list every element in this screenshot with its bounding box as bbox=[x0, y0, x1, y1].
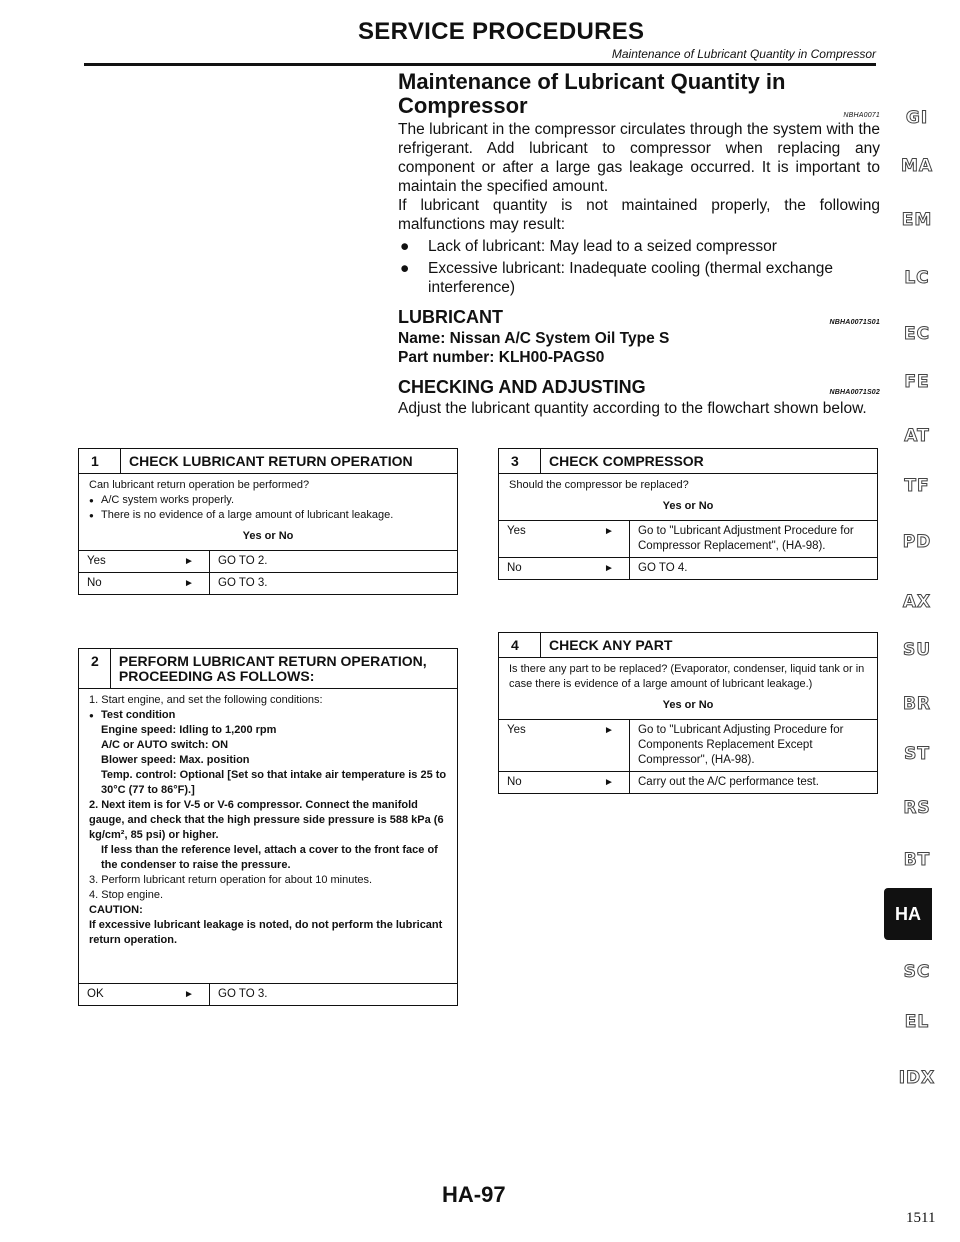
box-header bbox=[79, 449, 457, 474]
index-tab-ec[interactable]: EC bbox=[903, 324, 931, 344]
index-tab-ha-active[interactable]: HA bbox=[884, 888, 932, 940]
box-body bbox=[79, 474, 457, 551]
lubricant-part: Part number: KLH00-PAGS0 bbox=[398, 349, 605, 366]
index-tab-el[interactable]: EL bbox=[904, 1012, 930, 1032]
arrow-icon: ► bbox=[604, 526, 614, 537]
condition-item: A/C or AUTO switch: ON bbox=[101, 739, 229, 751]
box-title: CHECK LUBRICANT RETURN OPERATION bbox=[129, 453, 413, 469]
index-tab-at[interactable]: AT bbox=[904, 426, 930, 446]
header-rule bbox=[84, 63, 876, 66]
checking-text: Adjust the lubricant quantity according to the flowchart shown below. bbox=[398, 400, 867, 417]
caution-label: CAUTION: bbox=[89, 904, 143, 916]
index-tab-su[interactable]: SU bbox=[902, 640, 932, 660]
index-tab-st[interactable]: ST bbox=[904, 744, 930, 764]
bullet-item bbox=[398, 259, 880, 297]
section-heading-line2: Compressor bbox=[398, 93, 528, 118]
flowchart-box-2 bbox=[78, 648, 458, 1006]
index-tab-gi[interactable]: GI bbox=[905, 108, 929, 128]
main-text bbox=[398, 68, 880, 418]
index-tab-idx[interactable]: IDX bbox=[898, 1068, 936, 1088]
box-body bbox=[499, 474, 877, 521]
checking-code: NBHA0071S02 bbox=[829, 389, 880, 396]
yes-or-no-label: Yes or No bbox=[662, 699, 714, 711]
box-number: 4 bbox=[499, 633, 541, 657]
box-body bbox=[499, 658, 877, 720]
bullet-icon: ● bbox=[400, 260, 410, 277]
box-number: 1 bbox=[79, 449, 121, 473]
index-tab-ma[interactable]: MA bbox=[900, 156, 934, 176]
intro-paragraph-2: If lubricant quantity is not maintained properly, the following malfunctions may result: bbox=[398, 197, 880, 233]
answer-result: Carry out the A/C performance test. bbox=[629, 772, 877, 793]
answer-label: No bbox=[507, 562, 522, 574]
answer-label: No bbox=[87, 577, 102, 589]
index-tab-tf[interactable]: TF bbox=[904, 476, 930, 496]
arrow-icon: ► bbox=[604, 563, 614, 574]
answer-label: Yes bbox=[87, 555, 106, 567]
answer-result: Go to "Lubricant Adjustment Procedure for Compressor Replacement", (HA-98). bbox=[629, 521, 877, 557]
index-tab-sc[interactable]: SC bbox=[903, 962, 931, 982]
lubricant-code: NBHA0071S01 bbox=[829, 319, 880, 326]
condition-item: Engine speed: Idling to 1,200 rpm bbox=[101, 724, 277, 736]
step-3: 3. Perform lubricant return operation for about 10 minutes. bbox=[89, 874, 373, 886]
box-title: CHECK ANY PART bbox=[549, 637, 673, 653]
step-2: 2. Next item is for V-5 or V-6 compressor. Connect the manifold gauge, and check that the high pressure side pressure is 588 kPa (6 kg/cm², 85 psi) or higher. bbox=[89, 799, 444, 841]
page-number: HA-97 bbox=[442, 1182, 506, 1207]
condition-list bbox=[89, 723, 447, 798]
checking-heading bbox=[398, 377, 880, 397]
answer-row bbox=[79, 984, 457, 1005]
box-title: PERFORM LUBRICANT RETURN OPERATION, PROCEEDING AS FOLLOWS: bbox=[118, 653, 427, 684]
section-code: NBHA0071 bbox=[843, 112, 880, 119]
condition-item: Blower speed: Max. position bbox=[101, 754, 250, 766]
arrow-icon: ► bbox=[604, 777, 614, 788]
bullet-item bbox=[398, 237, 880, 256]
lubricant-heading bbox=[398, 307, 880, 327]
yes-or-no-label: Yes or No bbox=[662, 500, 714, 512]
box-question: Should the compressor be replaced? bbox=[509, 479, 689, 491]
page-header-title: SERVICE PROCEDURES bbox=[358, 18, 645, 45]
step-4: 4. Stop engine. bbox=[89, 889, 164, 901]
flowchart-box-3 bbox=[498, 448, 878, 580]
index-tab-lc[interactable]: LC bbox=[904, 268, 930, 288]
flowchart-box-4 bbox=[498, 632, 878, 794]
box-number: 2 bbox=[79, 649, 111, 688]
index-tab-br[interactable]: BR bbox=[902, 694, 932, 714]
answer-result: Go to "Lubricant Adjusting Procedure for Components Replacement Except Compressor", (HA-98). bbox=[629, 720, 877, 771]
checking-heading-text: CHECKING AND ADJUSTING bbox=[398, 377, 646, 397]
test-condition-label: ● Test condition bbox=[89, 708, 447, 723]
section-heading-line1: Maintenance of Lubricant Quantity in bbox=[398, 69, 786, 94]
intro-paragraph-1: The lubricant in the compressor circulates through the system with the refrigerant. Add lubricant to compressor when replacing any component or after a large gas leakage occurred. It is important to maintain the specified amount. bbox=[398, 121, 880, 195]
answer-row bbox=[499, 558, 877, 579]
lubricant-name: Name: Nissan A/C System Oil Type S bbox=[398, 330, 670, 347]
answer-row bbox=[499, 521, 877, 558]
answer-row bbox=[79, 551, 457, 573]
section-heading bbox=[398, 70, 880, 118]
page-header-subtitle: Maintenance of Lubricant Quantity in Compressor bbox=[611, 47, 876, 61]
box-bullet: ● There is no evidence of a large amount of lubricant leakage. bbox=[89, 508, 447, 523]
bullet-text: Lack of lubricant: May lead to a seized compressor bbox=[428, 238, 777, 255]
answer-row bbox=[499, 772, 877, 793]
sheet-number: 1511 bbox=[906, 1210, 936, 1226]
caution-text: If excessive lubricant leakage is noted, do not perform the lubricant return operation. bbox=[89, 919, 443, 946]
answer-label: Yes bbox=[507, 525, 526, 537]
box-header bbox=[79, 649, 457, 689]
lubricant-heading-text: LUBRICANT bbox=[398, 307, 503, 327]
box-question: Can lubricant return operation be performed? bbox=[89, 479, 310, 491]
index-tab-fe[interactable]: FE bbox=[904, 372, 930, 392]
answer-result: GO TO 4. bbox=[629, 558, 877, 579]
step-2-note: If less than the reference level, attach a cover to the front face of the condenser to raise the pressure. bbox=[101, 844, 438, 871]
answer-label: Yes bbox=[507, 724, 526, 736]
answer-row bbox=[499, 720, 877, 772]
index-tab-rs[interactable]: RS bbox=[903, 798, 931, 818]
box-bullet: ● A/C system works properly. bbox=[89, 493, 447, 508]
index-tab-em[interactable]: EM bbox=[901, 210, 933, 230]
bullet-icon: ● bbox=[400, 238, 410, 255]
box-number: 3 bbox=[499, 449, 541, 473]
answer-result: GO TO 3. bbox=[209, 984, 457, 1005]
box-body bbox=[79, 689, 457, 984]
arrow-icon: ► bbox=[184, 556, 194, 567]
step-1: 1. Start engine, and set the following conditions: bbox=[89, 694, 323, 706]
arrow-icon: ► bbox=[604, 725, 614, 736]
answer-label: OK bbox=[87, 988, 104, 1000]
index-tab-bt[interactable]: BT bbox=[903, 850, 931, 870]
answer-result: GO TO 3. bbox=[209, 573, 457, 594]
index-tab-pd[interactable]: PD bbox=[902, 532, 932, 552]
box-header bbox=[499, 633, 877, 658]
flowchart-box-1 bbox=[78, 448, 458, 595]
arrow-icon: ► bbox=[184, 578, 194, 589]
arrow-icon: ► bbox=[184, 989, 194, 1000]
box-header bbox=[499, 449, 877, 474]
index-tab-ax[interactable]: AX bbox=[902, 592, 932, 612]
answer-result: GO TO 2. bbox=[209, 551, 457, 572]
condition-item: Temp. control: Optional [Set so that intake air temperature is 25 to 30°C (77 to 86°F).] bbox=[101, 769, 447, 796]
answer-label: No bbox=[507, 776, 522, 788]
answer-row bbox=[79, 573, 457, 594]
bullet-text: Excessive lubricant: Inadequate cooling (thermal exchange interference) bbox=[428, 260, 833, 296]
yes-or-no-label: Yes or No bbox=[242, 530, 294, 542]
box-title: CHECK COMPRESSOR bbox=[549, 453, 704, 469]
box-question: Is there any part to be replaced? (Evaporator, condenser, liquid tank or in case there is evidence of a large amount of lubricant leakage.) bbox=[509, 663, 865, 690]
